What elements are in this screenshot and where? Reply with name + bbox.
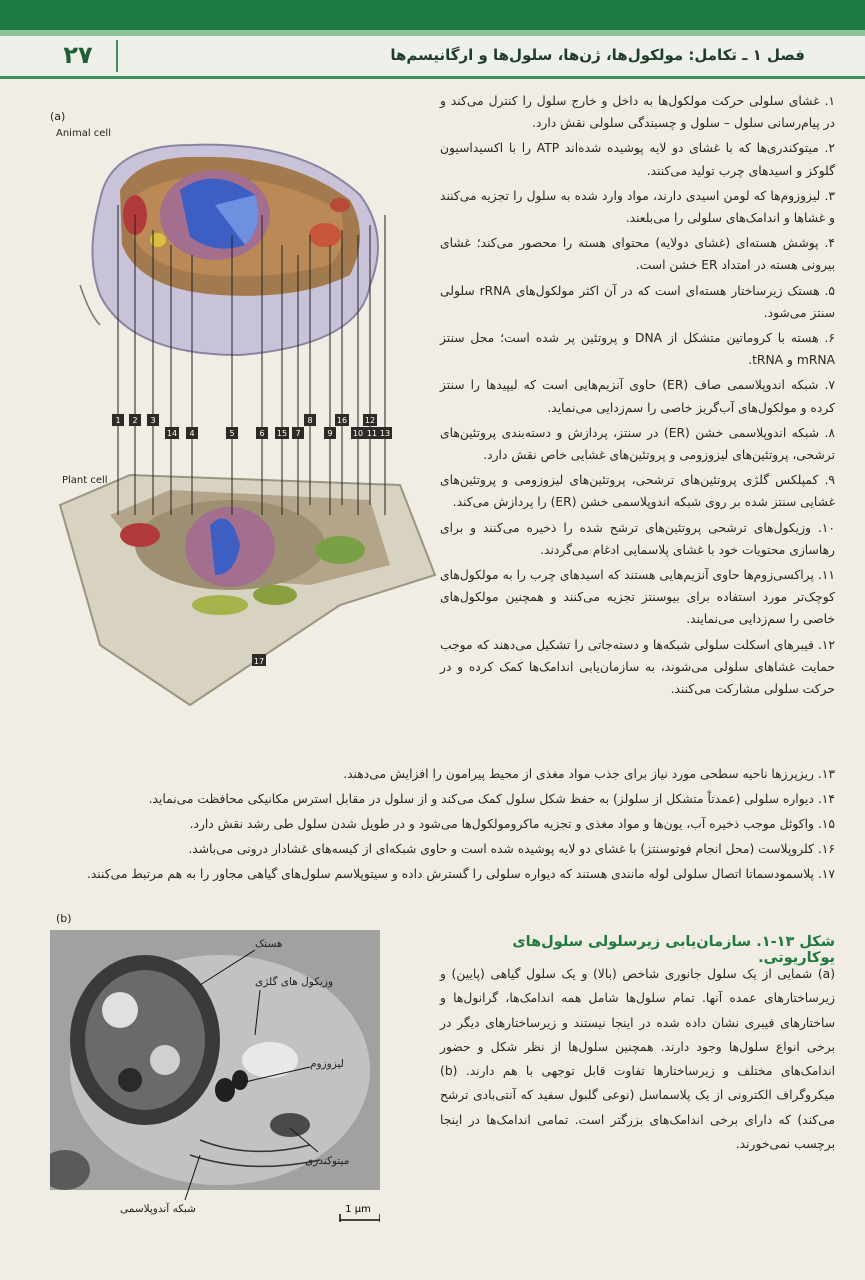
list-item: ۱۱. پراکسی‌زوم‌ها حاوی آنزیم‌هایی هستند که اسیدهای چرب را به مولکول‌های کوچک‌تر مورد استفاده برای بیوسنتز تجزیه می‌کنند و همچنین مولکول‌های خاصی را سم‌زدایی می‌نمایند. <box>440 568 835 627</box>
page-number: ۲۷ <box>63 41 93 69</box>
list-item: ۵. هستک زیرساختار هسته‌ای است که در آن اکثر مولکول‌های rRNA سلولی سنتز می‌شود. <box>440 283 835 320</box>
callout-7: 7 <box>295 429 301 438</box>
callout-10: 10 <box>352 429 364 438</box>
callout-14: 14 <box>166 429 178 438</box>
list-item: ۲. میتوکندری‌ها که با غشای دو لایه پوشیده شده‌اند ATP را با اکسیداسیون گلوکز و اسیدهای چرب تولید می‌کنند. <box>440 141 835 178</box>
list-item: ۱۷. پلاسمودسماتا اتصال سلولی لوله مانندی هستند که دیواره سلولی را گسترش داده و سیتوپلاسم سلول‌های گیاهی مجاور را به هم مرتبط می‌کنند. <box>86 867 835 881</box>
header-top-bar <box>0 0 865 30</box>
callout-11: 11 <box>366 429 378 438</box>
figure-b-panel-label: (b) <box>56 912 72 925</box>
organelle-description-list <box>440 90 835 703</box>
callout-labels <box>112 414 392 439</box>
callout-2: 2 <box>132 416 138 425</box>
callout-5: 5 <box>229 429 235 438</box>
scale-bar-label: 1 μm <box>345 1204 371 1215</box>
list-item: ۱۶. کلروپلاست (محل انجام فوتوسنتز) با غشای دو لایه پوشیده شده است و حاوی شبکه‌ای از کیسه‌های غشادار درونی می‌باشد. <box>188 842 835 856</box>
list-item: ۸. شبکه اندوپلاسمی خشن (ER) در سنتز، پردازش و دسته‌بندی پروتئین‌های ترشحی، پروتئین‌های لیزوزومی و پروتئین‌های غشایی خاص نقش دارد. <box>440 425 836 463</box>
list-item: ۴. پوشش هسته‌ای (غشای دولایه) محتوای هسته را محصور می‌کند؛ غشای بیرونی هسته در امتداد ER خشن است. <box>440 236 835 273</box>
list-item: ۱. غشای سلولی حرکت مولکول‌ها به داخل و خارج سلول را کنترل می‌کند و در پیام‌رسانی سلول – سلول و چسبندگی سلولی نقش دارد. <box>440 94 835 131</box>
electron-micrograph <box>50 930 380 1230</box>
callout-16: 16 <box>336 416 348 425</box>
list-item: ۱۳. ریزپرزها ناحیه سطحی مورد نیاز برای جذب مواد مغذی از محیط پیرامون را افزایش می‌دهند. <box>343 767 835 781</box>
micrograph-label-er: شبکه آندوپلاسمی <box>120 1203 196 1215</box>
plant-cell-label: Plant cell <box>62 475 108 486</box>
callout-4: 4 <box>189 429 195 438</box>
organelle-description-list-wide <box>86 762 835 887</box>
cell-schematic-figure <box>40 105 440 715</box>
figure-caption-title: شکل ۱۳-۱. سازمان‌یابی زیرسلولی سلول‌های یوکاریوتی. <box>512 934 835 966</box>
micrograph-label-golgi: وزیکول های گلژی <box>255 976 334 988</box>
figure-caption-body: (a) شمایی از یک سلول جانوری شاخص (بالا) و یک سلول گیاهی (پایین) و زیرساختارهای عمده آنها. تمام سلول‌ها شامل همه اندامک‌ها، گرانول‌ها و ساختارهای فیبری نشان داده شده در اینجا نیستند و زیرساختارهای دیگر در برخی انواع سلول‌ها وجود دارند. همچنین سلول‌ها از نظر شکل و حضور اندامک‌های مختلف و زیرساختارها تفاوت قابل توجهی با هم دارند. (b) میکروگراف الکترونی از یک پلاسماسل (نوعی گلبول سفید که آنتی‌بادی ترشح می‌کند) که دارای برخی اندامک‌های بزرگتر است. تمامی اندامک‌ها در اینجا برچسب نمی‌خورند. <box>440 967 835 1152</box>
animal-cell-label: Animal cell <box>56 128 111 139</box>
callout-9: 9 <box>327 429 333 438</box>
micrograph-label-lysosome: لیزوزوم <box>310 1058 344 1070</box>
list-item: ۱۴. دیواره سلولی (عمدتاً متشکل از سلولز) به حفظ شکل سلول کمک می‌کند و از سلول در مقابل استرس مکانیکی محافظت می‌نماید. <box>148 792 835 806</box>
callout-8: 8 <box>307 416 313 425</box>
chapter-title: فصل ۱ ـ تکامل: مولکول‌ها، ژن‌ها، سلول‌ها و ارگانیسم‌ها <box>390 46 805 64</box>
list-item: ۳. لیزوزوم‌ها که لومن اسیدی دارند، مواد وارد شده به سلول را تجزیه می‌کنند و غشاها و اندامک‌های سلولی را می‌بلعند. <box>440 188 835 226</box>
list-item: ۷. شبکه اندوپلاسمی صاف (ER) حاوی آنزیم‌هایی است که لیپیدها را سنتز کرده و مولکول‌های آب‌گریز خاصی را سم‌زدایی می‌نماید. <box>440 378 835 415</box>
list-item: ۱۵. واکوئل موجب ذخیره آب، یون‌ها و مواد مغذی و تجزیه ماکرومولکول‌ها می‌شود و در طویل شدن سلول طی رشد نقش دارد. <box>189 817 835 831</box>
callout-13: 13 <box>379 429 391 438</box>
figure-a-panel-label: (a) <box>50 110 66 123</box>
callout-15: 15 <box>276 429 288 438</box>
list-item: ۹. کمپلکس گلژی پروتئین‌های ترشحی، پروتئین‌های لیزوزومی و پروتئین‌های غشایی سنتز شده بر روی شبکه اندوپلاسمی خشن (ER) را پردازش می‌کند. <box>440 473 835 510</box>
micrograph-label-mitochondria: میتوکندری <box>305 1155 350 1167</box>
callout-12: 12 <box>364 416 376 425</box>
callout-17: 17 <box>253 657 265 666</box>
micrograph-label-nucleus: هستک <box>255 938 283 950</box>
callout-6: 6 <box>259 429 265 438</box>
callout-1: 1 <box>115 416 121 425</box>
callout-3: 3 <box>150 416 156 425</box>
list-item: ۱۰. وزیکول‌های ترشحی پروتئین‌های ترشح شده را ذخیره می‌کنند و برای رهاسازی محتویات خود با غشای پلاسمایی ادغام می‌گردند. <box>440 520 835 557</box>
animal-cell-illustration <box>80 145 378 355</box>
list-item: ۱۲. فیبرهای اسکلت سلولی شبکه‌ها و دسته‌جاتی را تشکیل می‌دهند که موجب حمایت غشاهای سلولی می‌شوند، به سازمان‌یابی اندامک‌ها کمک کرده و در حرکت سلولی مشارکت می‌کنند. <box>440 637 835 697</box>
scale-bar <box>340 1204 380 1222</box>
list-item: ۶. هسته با کروماتین متشکل از DNA و پروتئین پر شده است؛ محل سنتز mRNA و tRNA. <box>440 331 835 368</box>
plant-cell-illustration <box>60 475 435 705</box>
header-divider <box>116 40 118 72</box>
